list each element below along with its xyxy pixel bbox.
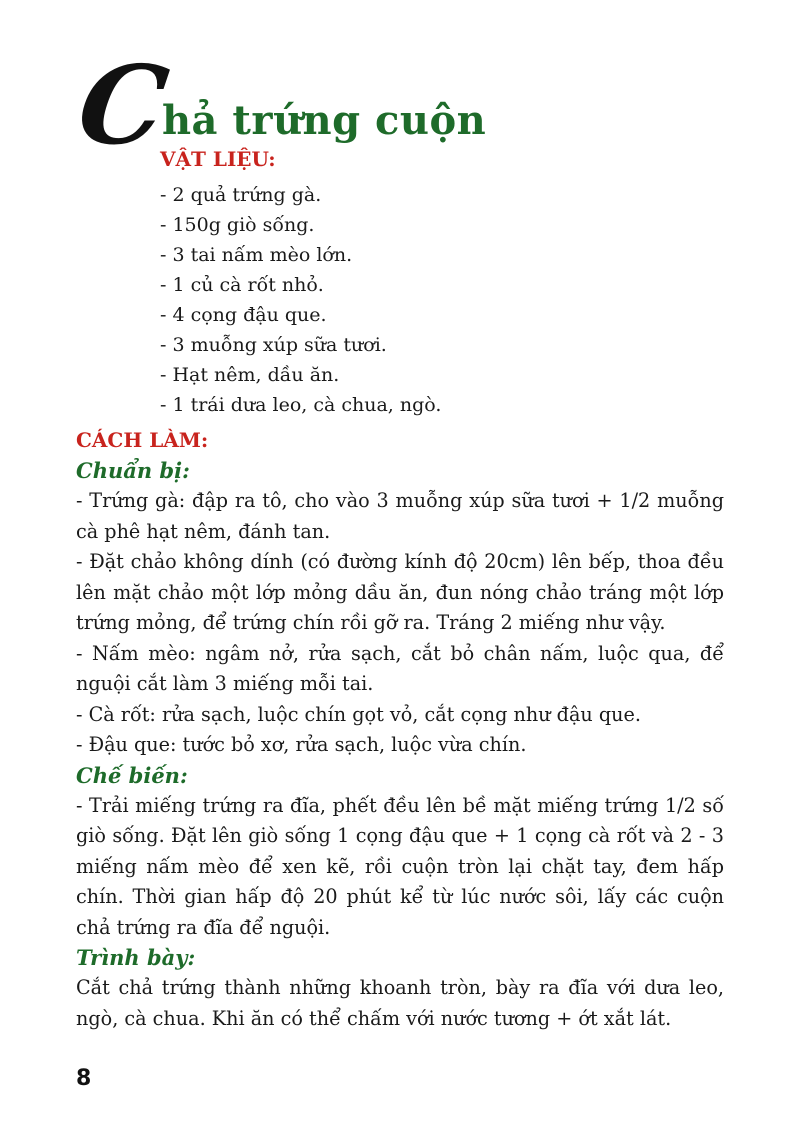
prep-step: - Đậu que: tước bỏ xơ, rửa sạch, luộc vừa chín. <box>76 733 527 756</box>
prep-heading: Chuẩn bị: <box>76 458 190 483</box>
ingredients-section <box>160 146 441 420</box>
ingredient-item: - 2 quả trứng gà. <box>160 184 322 206</box>
serve-step: Cắt chả trứng thành những khoanh tròn, bày ra đĩa với dưa leo, ngò, cà chua. Khi ăn có thể chấm với nước tương + ớt xắt lát. <box>76 976 724 1030</box>
recipe-title <box>71 43 487 169</box>
ingredients-heading: VẬT LIỆU: <box>160 147 276 171</box>
ingredient-item: - 1 củ cà rốt nhỏ. <box>160 274 324 296</box>
ingredient-item: - 1 trái dưa leo, cà chua, ngò. <box>160 394 442 416</box>
method-section <box>76 424 724 1034</box>
ingredient-item: - 3 muỗng xúp sữa tươi. <box>160 334 387 356</box>
prep-step: - Đặt chảo không dính (có đường kính độ 20cm) lên bếp, thoa đều lên mặt chảo một lớp mỏng dầu ăn, đun nóng chảo tráng một lớp trứng mỏng, để trứng chín rồi gỡ ra. Tráng 2 miếng như vậy. <box>76 550 724 634</box>
ingredient-item: - 4 cọng đậu que. <box>160 304 327 326</box>
ingredient-item: - 150g giò sống. <box>160 214 315 236</box>
page-number: 8 <box>76 1066 92 1091</box>
serve-heading: Trình bày: <box>76 945 196 970</box>
cook-heading: Chế biến: <box>76 762 188 788</box>
ingredient-item: - Hạt nêm, dầu ăn. <box>160 364 340 386</box>
prep-step: - Cà rốt: rửa sạch, luộc chín gọt vỏ, cắt cọng như đậu que. <box>76 702 641 726</box>
cook-step: - Trải miếng trứng ra đĩa, phết đều lên bề mặt miếng trứng 1/2 số giò sống. Đặt lên giò sống 1 cọng đậu que + 1 cọng cà rốt và 2 - 3 miếng nấm mèo để xen kẽ, rồi cuộn tròn lại chặt tay, đem hấp chín. Thời gian hấp độ 20 phút kể từ lúc nước sôi, lấy các cuộn chả trứng ra đĩa để nguội. <box>76 793 724 939</box>
prep-step: - Nấm mèo: ngâm nở, rửa sạch, cắt bỏ chân nấm, luộc qua, để nguội cắt làm 3 miếng mỗi tai. <box>76 641 724 695</box>
prep-step: - Trứng gà: đập ra tô, cho vào 3 muỗng xúp sữa tươi + 1/2 muỗng cà phê hạt nêm, đánh tan. <box>76 489 724 543</box>
title-drop-cap: C <box>71 43 175 169</box>
method-heading: CÁCH LÀM: <box>76 428 209 452</box>
ingredient-item: - 3 tai nấm mèo lớn. <box>160 244 353 266</box>
title-text: hả trứng cuộn <box>161 97 487 144</box>
